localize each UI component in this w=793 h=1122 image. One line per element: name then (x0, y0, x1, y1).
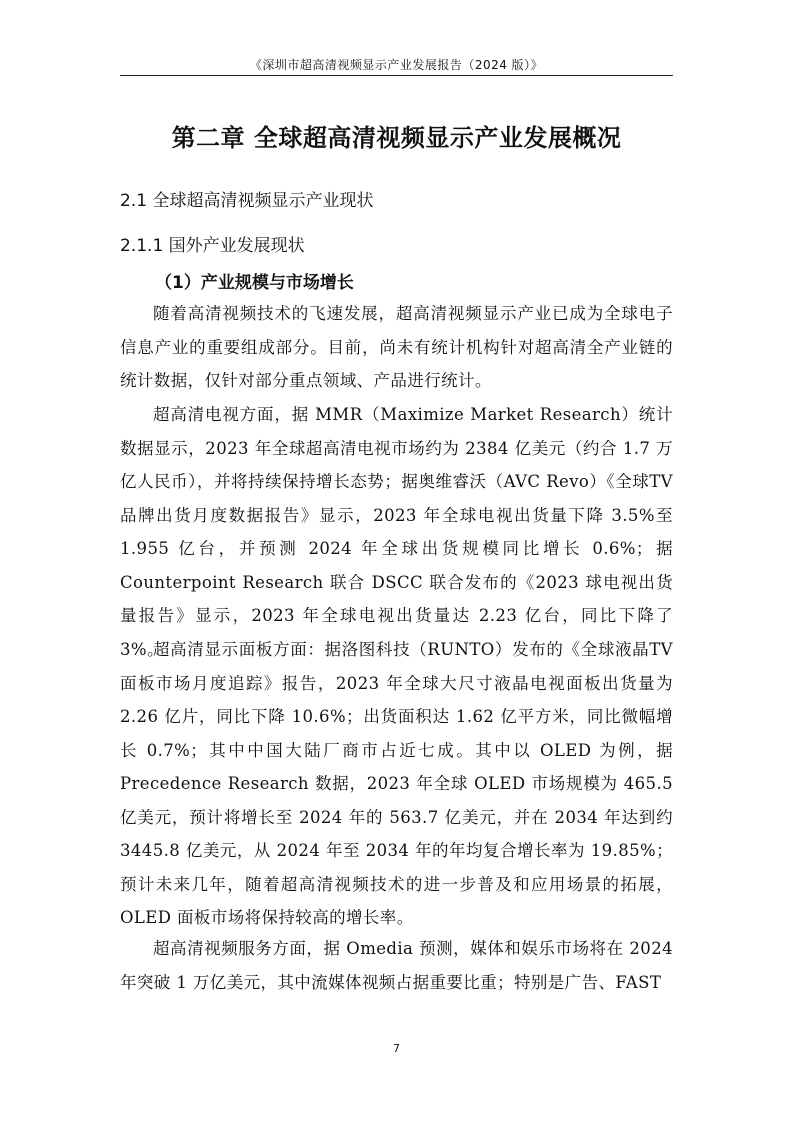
paragraph-video-services: 超高清视频服务方面，据 Omedia 预测，媒体和娱乐市场将在 2024 年突破 1 万亿美元，其中流媒体视频占据重要比重；特别是广告、FAST (120, 939, 673, 992)
topic-heading-industry-scale: （1）产业规模与市场增长 (155, 273, 354, 293)
chapter-title: 第二章 全球超高清视频显示产业发展概况 (171, 123, 622, 152)
subsection-heading-2-1-1: 2.1.1 国外产业发展现状 (120, 236, 305, 256)
header-rule (120, 75, 673, 76)
page-number: 7 (393, 1042, 400, 1055)
running-header: 《深圳市超高清视频显示产业发展报告（2024 版）》 (249, 58, 544, 72)
paragraph-display-panel: 超高清显示面板方面：据洛图科技（RUNTO）发布的《全球液晶TV 面板市场月度追踪》报告，2023 年全球大尺寸液晶电视面板出货量为 2.26 亿片，同比下降 10.6%；出货面积达 1.62 亿平方米，同比微幅增长 0.7%；其中中国大陆厂商市占近七成。其中以 OLED 为例，据 Precedence Research 数据，2023 年全球 OLED 市场规模为 465.5 亿美元，预计将增长至 2024 年的 563.7 亿美元，并在 2034 年达到约 3445.8 亿美元，从 2024 年至 2034 年的年均复合增长率为 19.85%；预计未来几年，随着超高清视频技术的进一步普及和应用场景的拓展，OLED 面板市场将保持较高的增长率。 (120, 640, 673, 927)
paragraph-intro: 随着高清视频技术的飞速发展，超高清视频显示产业已成为全球电子信息产业的重要组成部分。目前，尚未有统计机构针对超高清全产业链的统计数据，仅针对部分重点领域、产品进行统计。 (120, 304, 673, 390)
section-heading-2-1: 2.1 全球超高清视频显示产业现状 (120, 191, 374, 211)
paragraph-uhd-tv: 超高清电视方面，据 MMR（Maximize Market Research）统计数据显示，2023 年全球超高清电视市场约为 2384 亿美元（约合 1.7 万亿人民币），并将持续保持增长态势；据奥维睿沃（AVC Revo）《全球TV品牌出货月度数据报告》显示，2023 年全球电视出货量下降 3.5%至 1.955 亿台，并预测 2024 年全球出货规模同比增长 0.6%；据 Counterpoint Research 联合 DSCC 联合发布的《2023 球电视出货量报告》显示，2023 年全球电视出货量达 2.23 亿台，同比下降了 3%。 (120, 405, 673, 659)
